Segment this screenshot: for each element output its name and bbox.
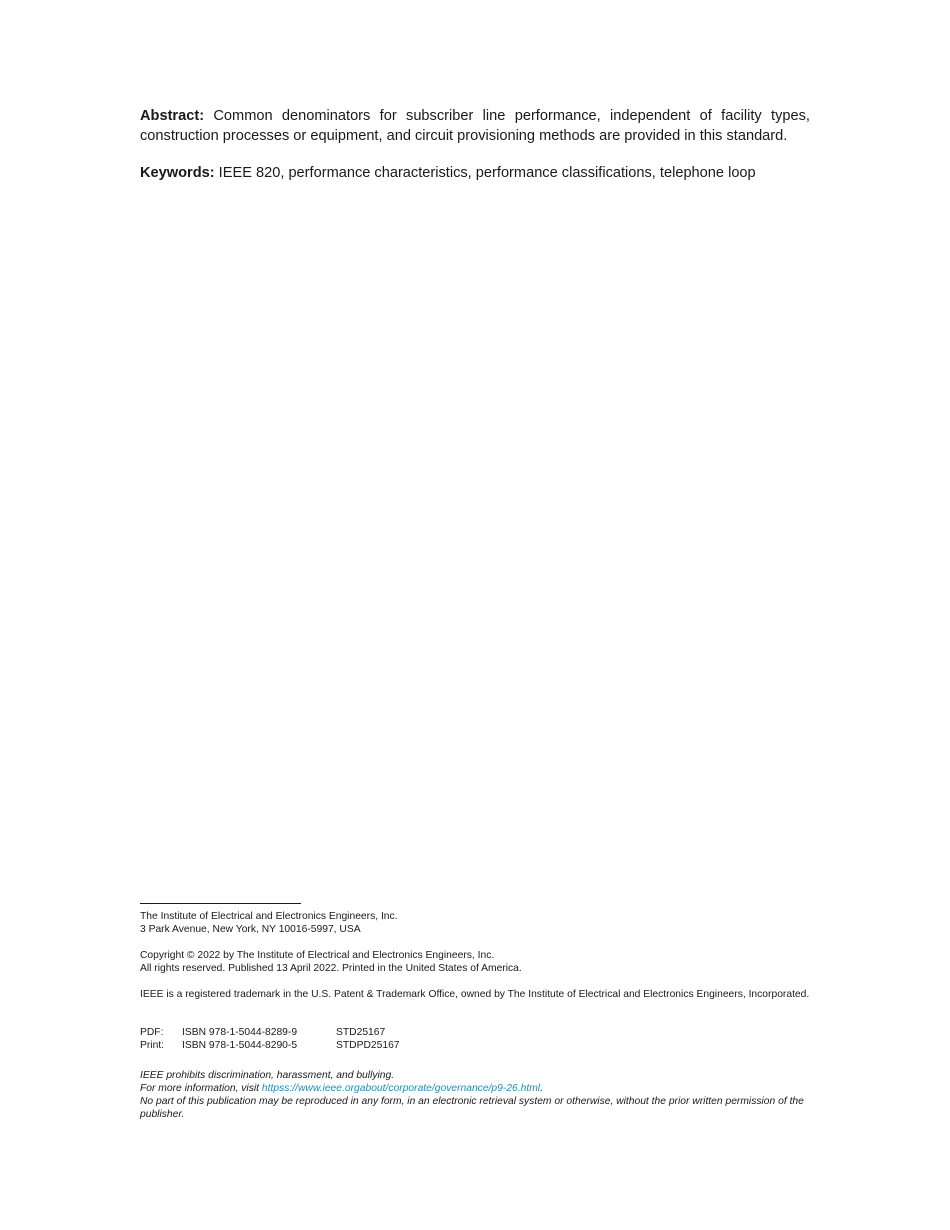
copyright-block	[140, 949, 820, 975]
trademark-text: IEEE is a registered trademark in the U.S. Patent & Trademark Office, owned by The Institute of Electrical and Electronics Engineers, Incorporated.	[140, 989, 810, 1000]
isbn-row-pdf	[140, 1026, 820, 1039]
publisher-address: 3 Park Avenue, New York, NY 10016-5997, USA	[140, 924, 361, 935]
publisher-name: The Institute of Electrical and Electronics Engineers, Inc.	[140, 911, 398, 922]
keywords-label: Keywords:	[140, 165, 215, 181]
publisher-block	[140, 910, 820, 936]
footer-divider	[140, 903, 301, 904]
isbn-format: Print:	[140, 1040, 165, 1051]
copyright-line: Copyright © 2022 by The Institute of Electrical and Electronics Engineers, Inc.	[140, 950, 495, 961]
rights-line: All rights reserved. Published 13 April 2022. Printed in the United States of America.	[140, 963, 522, 974]
abstract-label: Abstract:	[140, 108, 205, 124]
isbn-number: ISBN 978-1-5044-8289-9	[182, 1027, 298, 1038]
more-info-suffix: .	[540, 1083, 543, 1094]
keywords-paragraph	[140, 164, 810, 184]
governance-link[interactable]: httpss://www.ieee.orgabout/corporate/governance/p9-26.html	[261, 1083, 541, 1094]
abstract-paragraph	[140, 107, 810, 146]
isbn-row-print	[140, 1039, 820, 1052]
abstract-text: Common denominators for subscriber line performance, independent of facility types, construction processes or equipment, and circuit provisioning methods are provided in this standard.	[140, 108, 810, 144]
isbn-format: PDF:	[140, 1027, 164, 1038]
policy-text: IEEE prohibits discrimination, harassment, and bullying.	[140, 1070, 395, 1081]
isbn-number: ISBN 978-1-5044-8290-5	[182, 1040, 298, 1051]
isbn-code: STDPD25167	[336, 1040, 400, 1051]
reproduction-notice: No part of this publication may be reproduced in any form, in an electronic retrieval system or otherwise, without the prior written permission of the publisher.	[140, 1096, 804, 1120]
trademark-block	[140, 988, 820, 1001]
isbn-code: STD25167	[336, 1027, 386, 1038]
keywords-text: IEEE 820, performance characteristics, performance classifications, telephone loop	[218, 165, 756, 181]
isbn-block	[140, 1026, 820, 1052]
more-info-line	[140, 1082, 820, 1095]
policy-block	[140, 1069, 820, 1121]
more-info-prefix: For more information, visit	[140, 1083, 262, 1094]
